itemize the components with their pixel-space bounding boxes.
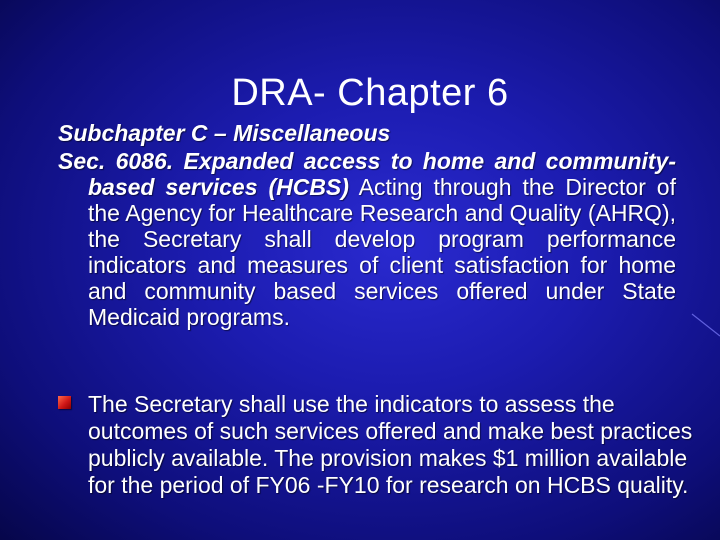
bullet-text: The Secretary shall use the indicators to assess the outcomes of such services offered and make best practices publicly available. The provision makes $1 million available for the period of FY06 -FY10 for research on HCBS quality. [88, 391, 693, 498]
section-content [58, 120, 676, 330]
decorative-line [690, 300, 720, 340]
section-heading: Sec. 6086. Expanded access to home and community-based services (HCBS) [58, 148, 676, 200]
bullet-square-icon [58, 396, 71, 409]
slide-title: DRA- Chapter 6 [231, 72, 509, 114]
section-paragraph [58, 148, 676, 330]
section-body: Acting through the Director of the Agency for Healthcare Research and Quality (AHRQ), the Secretary shall develop program performance indicators and measures of client satisfaction for home and community based services offered under State Medicaid programs. [88, 174, 676, 330]
subchapter-heading: Subchapter C – Miscellaneous [58, 120, 391, 146]
bullet-item [58, 391, 698, 499]
